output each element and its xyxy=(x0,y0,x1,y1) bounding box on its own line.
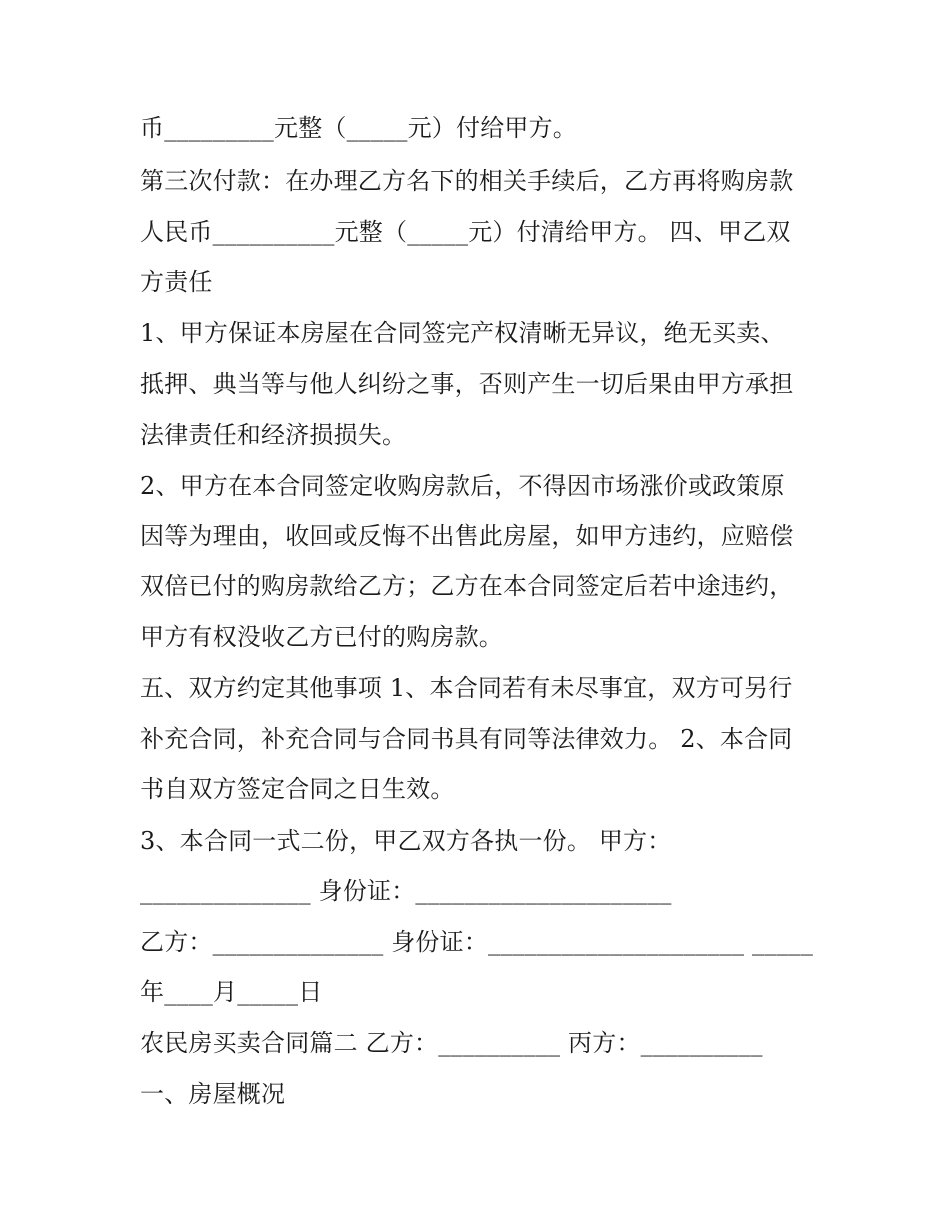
text-line-contract-two-title: 农民房买卖合同篇二 乙方：__________ 丙方：__________ xyxy=(140,1029,763,1057)
text-line-party-b-id: 乙方：______________ 身份证：_____________________ _____ xyxy=(140,928,814,956)
text-line-section-5a: 五、双方约定其他事项 1、本合同若有未尽事宜，双方可另行 xyxy=(140,674,793,702)
text-line-section-5c: 书自双方签定合同之日生效。 xyxy=(140,775,455,803)
text-line-clause-2c: 双倍已付的购房款给乙方；乙方在本合同签定后若中途违约， xyxy=(140,572,794,600)
text-line-clause-2b: 因等为理由，收回或反悔不出售此房屋，如甲方违约，应赔偿 xyxy=(140,522,794,550)
text-line-payment-2-end: 币_________元整（_____元）付给甲方。 xyxy=(140,114,577,142)
text-line-copies-party-a: 3、本合同一式二份，甲乙双方各执一份。 甲方： xyxy=(140,827,672,855)
text-line-clause-1c: 法律责任和经济损损失。 xyxy=(140,421,407,449)
text-line-party-a-id: ______________ 身份证：_____________________ xyxy=(140,877,672,905)
text-line-payment-3: 第三次付款：在办理乙方名下的相关手续后，乙方再将购房款 xyxy=(140,167,794,195)
text-line-clause-1b: 抵押、典当等与他人纠纷之事，否则产生一切后果由甲方承担 xyxy=(140,370,794,398)
text-line-house-overview: 一、房屋概况 xyxy=(140,1080,286,1108)
text-line-date: 年____月_____日 xyxy=(140,978,323,1006)
text-line-clause-1a: 1、甲方保证本房屋在合同签完产权清晰无异议，绝无买卖、 xyxy=(140,319,785,347)
text-line-payment-3-amount: 人民币__________元整（_____元）付清给甲方。 四、甲乙双 xyxy=(140,218,791,246)
text-line-responsibility-heading: 方责任 xyxy=(140,268,213,296)
text-line-clause-2a: 2、甲方在本合同签定收购房款后，不得因市场涨价或政策原 xyxy=(140,472,785,500)
text-line-clause-2d: 甲方有权没收乙方已付的购房款。 xyxy=(140,623,503,651)
text-line-section-5b: 补充合同，补充合同与合同书具有同等法律效力。 2、本合同 xyxy=(140,725,793,753)
